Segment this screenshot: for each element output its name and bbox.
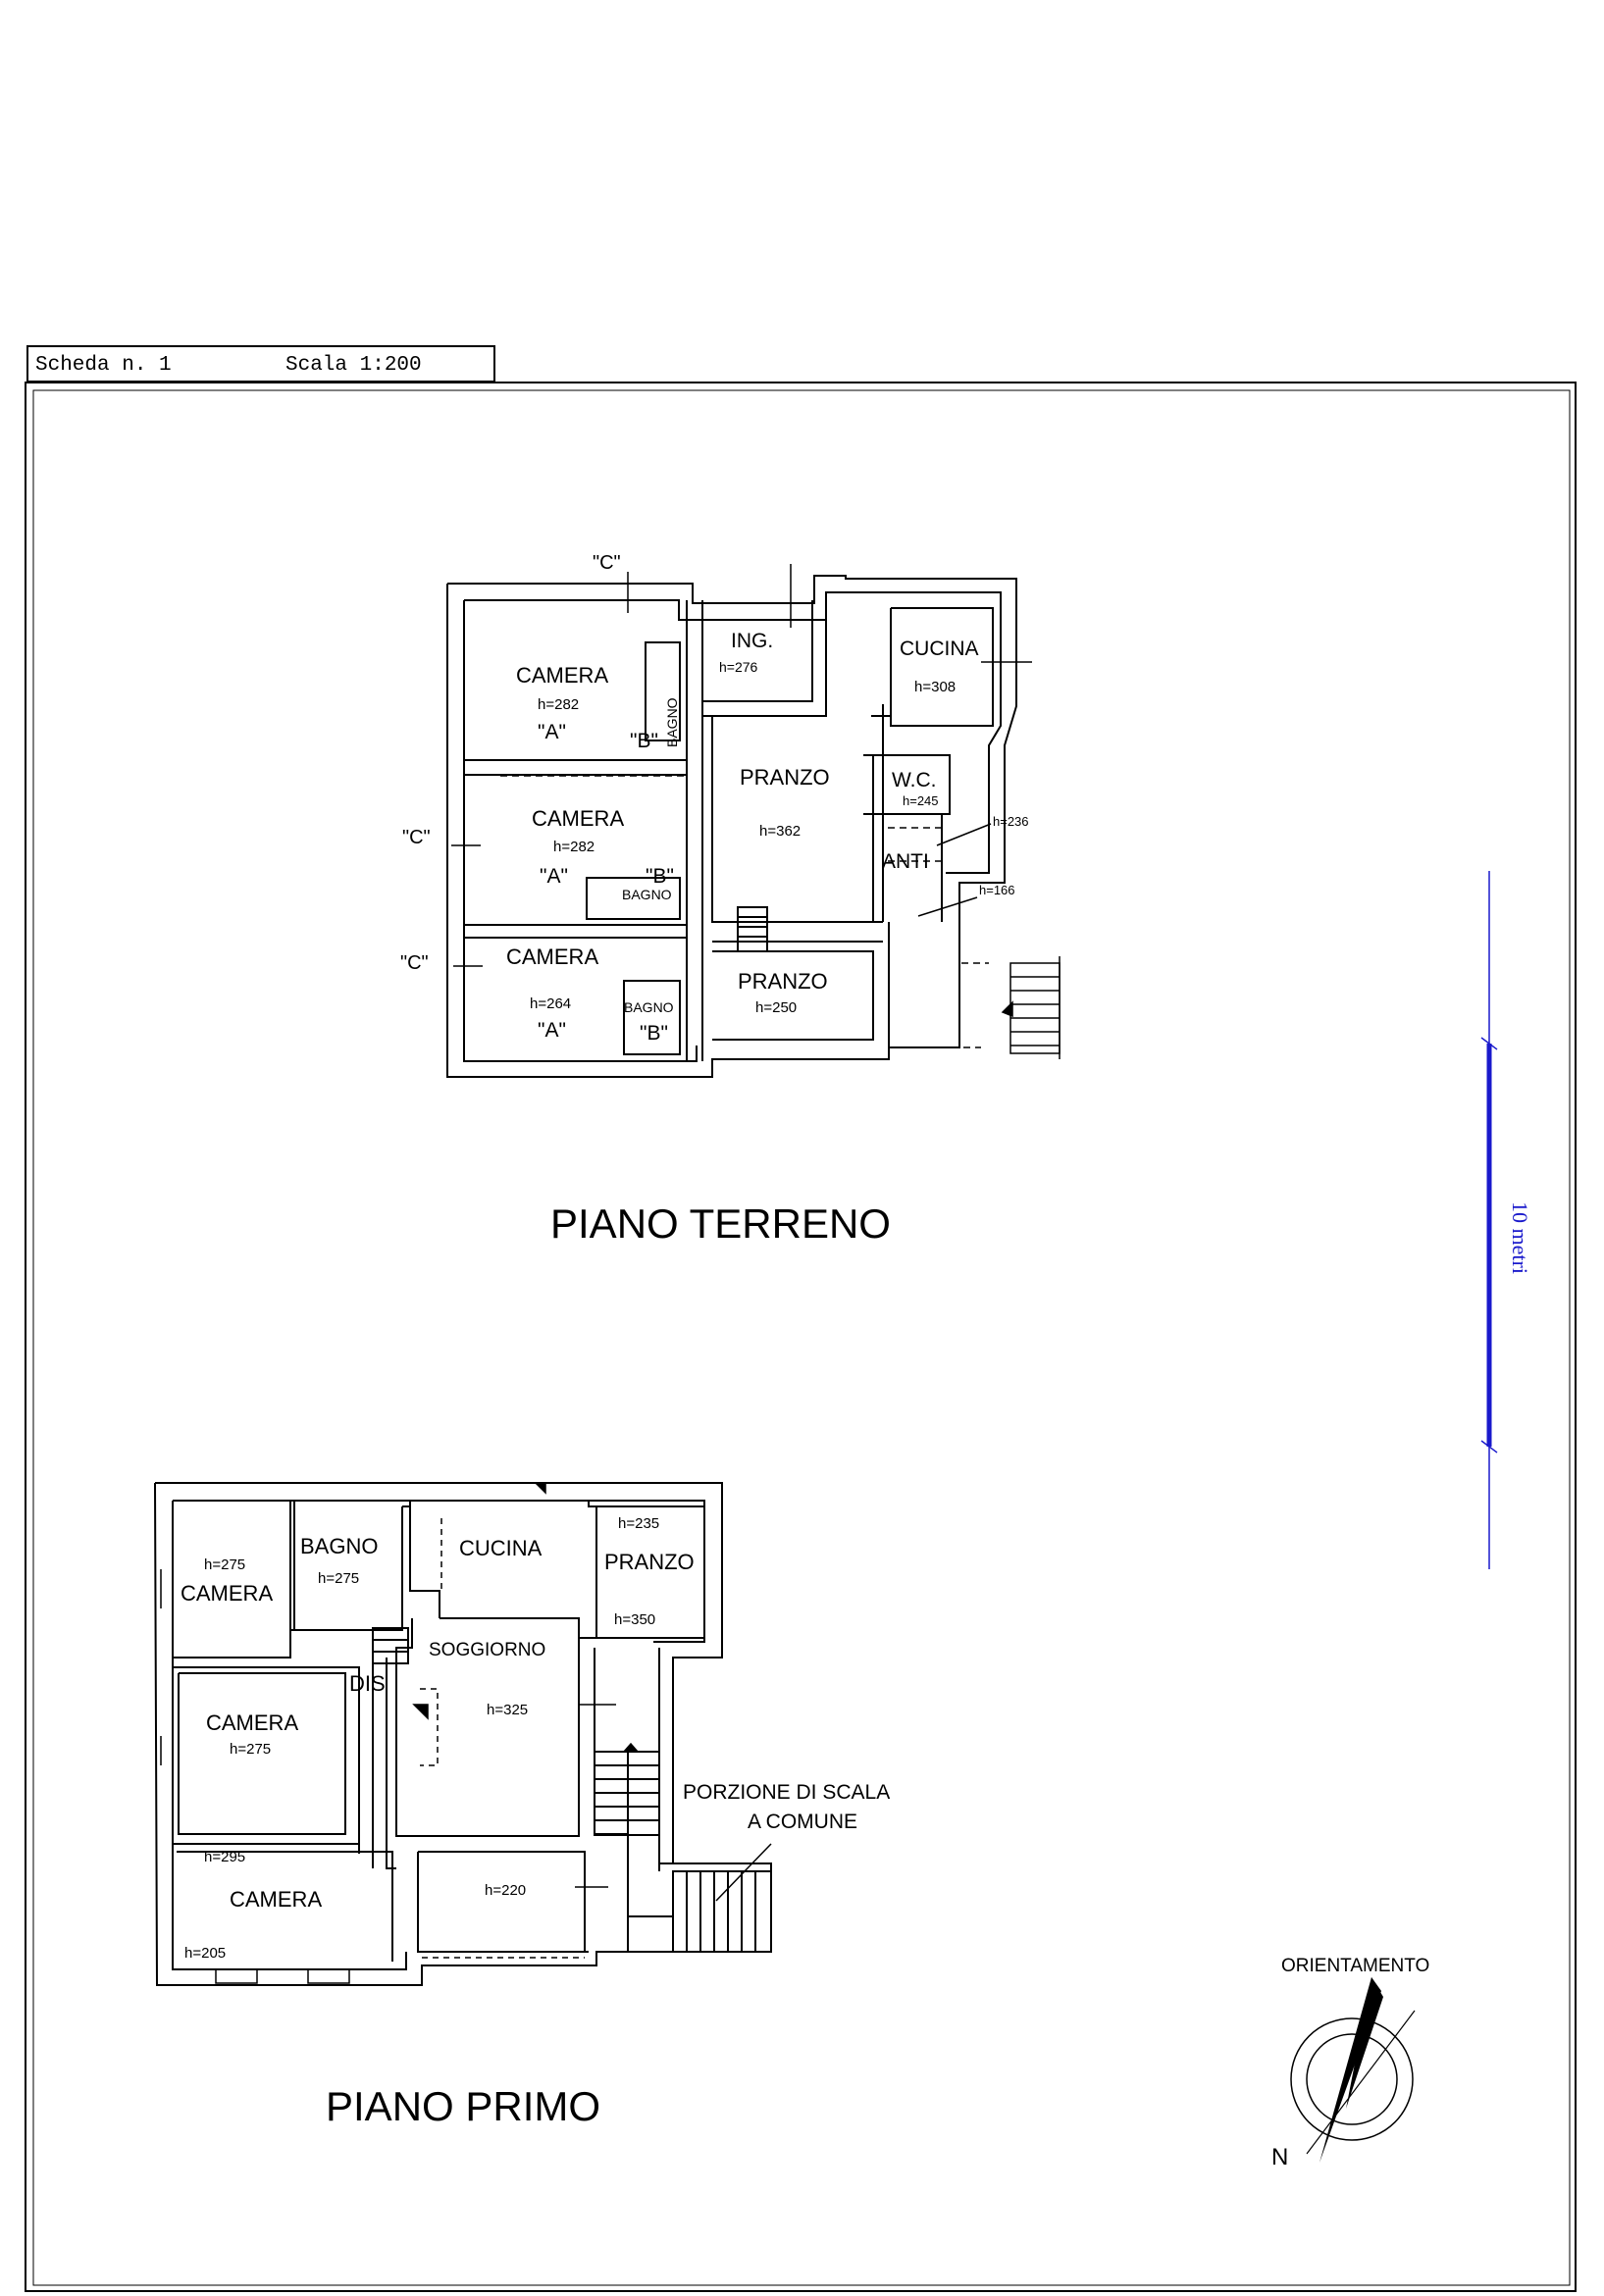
ff-room-height-220: h=220 <box>485 1882 527 1899</box>
ff-common-stair-line2: A COMUNE <box>748 1811 858 1833</box>
gf-camera3-type-a: "A" <box>538 1019 566 1042</box>
ground-floor-external-stair <box>1003 956 1060 1059</box>
ff-pranzo-label: PRANZO <box>604 1550 695 1574</box>
sheet-scale: Scala 1:200 <box>285 354 422 377</box>
ff-soggiorno-height: h=325 <box>487 1702 529 1718</box>
first-floor-plan <box>155 1483 890 2129</box>
gf-camera3-type-b: "B" <box>640 1022 668 1045</box>
ff-soggiorno-label: SOGGIORNO <box>429 1640 546 1660</box>
sheet-header <box>27 346 494 382</box>
scale-bar <box>1481 871 1532 1569</box>
gf-pranzo1-label: PRANZO <box>740 765 830 790</box>
ground-floor-title: PIANO TERRENO <box>550 1200 891 1247</box>
gf-ing-height: h=276 <box>719 659 758 675</box>
section-c-top-label: "C" <box>593 552 621 574</box>
gf-pranzo2-label: PRANZO <box>738 969 828 994</box>
gf-bagno3-label: BAGNO <box>624 999 674 1015</box>
gf-camera2-type-b: "B" <box>646 865 674 888</box>
section-c-mid-label: "C" <box>402 827 431 848</box>
orientation-label: ORIENTAMENTO <box>1281 1956 1430 1976</box>
gf-camera1-type-a: "A" <box>538 721 566 743</box>
gf-pranzo2-height: h=250 <box>755 999 798 1016</box>
gf-camera1-height: h=282 <box>538 696 580 713</box>
gf-camera1-label: CAMERA <box>516 663 609 688</box>
ff-camera2-height: h=275 <box>230 1741 272 1758</box>
gf-wc-height: h=245 <box>903 793 939 808</box>
ff-bagno-height: h=275 <box>318 1570 360 1587</box>
gf-h166-label: h=166 <box>979 883 1015 897</box>
ff-camera1-height: h=275 <box>204 1556 246 1573</box>
gf-cucina-label: CUCINA <box>900 638 979 660</box>
gf-h236-label: h=236 <box>993 814 1029 829</box>
gf-camera2-type-a: "A" <box>540 865 568 888</box>
gf-camera1-type-b: "B" <box>630 730 658 752</box>
ff-pranzo-height-top: h=235 <box>618 1515 660 1532</box>
north-arrow <box>1271 1956 1429 2170</box>
first-floor-title: PIANO PRIMO <box>326 2083 601 2129</box>
gf-camera3-label: CAMERA <box>506 944 599 969</box>
gf-cucina-height: h=308 <box>914 679 957 695</box>
scale-bar-label: 10 metri <box>1508 1201 1532 1274</box>
ff-camera1-label: CAMERA <box>181 1581 274 1606</box>
ground-floor-plan <box>400 552 1060 1247</box>
sheet-number: Scheda n. 1 <box>35 354 172 377</box>
north-label: N <box>1271 2144 1289 2170</box>
gf-ing-label: ING. <box>731 630 774 652</box>
ff-bagno-label: BAGNO <box>300 1534 379 1558</box>
gf-camera2-label: CAMERA <box>532 806 625 831</box>
ff-common-stair-line1: PORZIONE DI SCALA <box>683 1781 891 1804</box>
gf-camera2-height: h=282 <box>553 839 595 855</box>
section-c-low-label: "C" <box>400 952 429 974</box>
gf-anti-label: ANTI <box>882 850 929 873</box>
ff-dis-label: DIS <box>349 1671 386 1696</box>
ff-cucina-label: CUCINA <box>459 1536 543 1560</box>
gf-camera3-height: h=264 <box>530 995 572 1012</box>
ff-pranzo-height-bottom: h=350 <box>614 1611 656 1628</box>
gf-bagno1-label: BAGNO <box>664 697 680 747</box>
ff-camera3-height-top: h=295 <box>204 1849 246 1865</box>
sheet-frame <box>26 383 1576 2291</box>
gf-pranzo1-height: h=362 <box>759 823 802 840</box>
gf-wc-label: W.C. <box>892 769 937 791</box>
gf-bagno2-label: BAGNO <box>622 887 672 902</box>
ff-camera3-height-bottom: h=205 <box>184 1945 227 1962</box>
ff-camera3-label: CAMERA <box>230 1887 323 1912</box>
ff-camera2-label: CAMERA <box>206 1710 299 1735</box>
